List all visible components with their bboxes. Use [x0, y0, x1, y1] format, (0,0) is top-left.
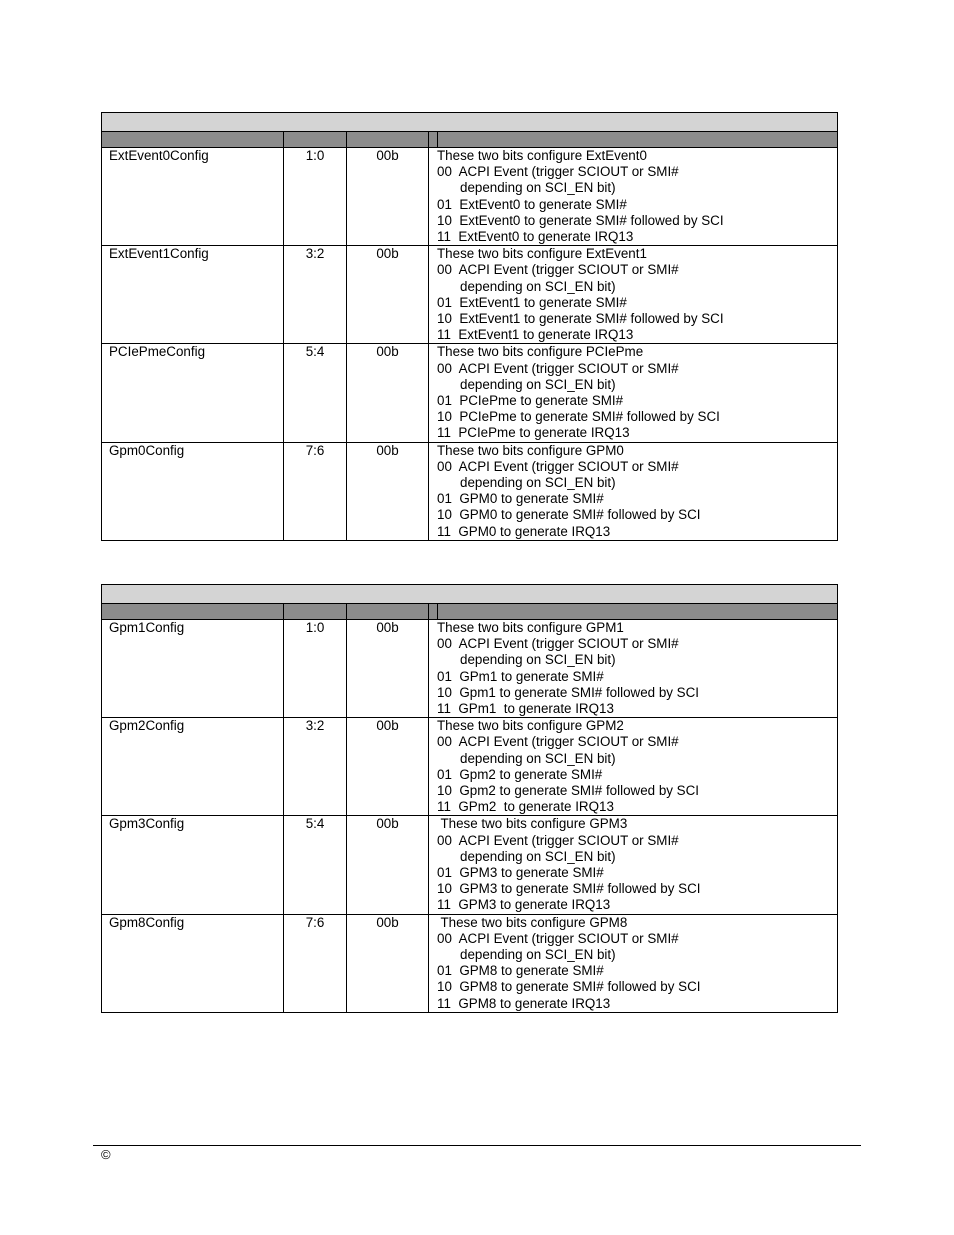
description-line: 00 ACPI Event (trigger SCIOUT or SMI# [437, 832, 679, 848]
description-line: 10 GPM8 to generate SMI# followed by SCI [437, 979, 701, 995]
default-value: 00b [347, 816, 429, 914]
register-row [102, 148, 838, 246]
description-line: 11 ExtEvent0 to generate IRQ13 [437, 229, 634, 245]
field-description [429, 442, 838, 540]
table-title-bar [102, 113, 838, 132]
register-row [102, 914, 838, 1012]
description-line: depending on SCI_EN bit) [460, 652, 616, 668]
register-table-1 [101, 112, 838, 541]
default-value: 00b [347, 620, 429, 718]
field-description [429, 914, 838, 1012]
description-line: These two bits configure ExtEvent1 [437, 246, 647, 262]
footer-divider [93, 1145, 861, 1146]
description-line: 01 ExtEvent1 to generate SMI# [437, 294, 627, 310]
description-line: These two bits configure GPM8 [437, 914, 628, 930]
table-title-bar [102, 585, 838, 604]
register-row [102, 620, 838, 718]
field-name: Gpm1Config [102, 620, 284, 718]
register-table-2 [101, 584, 838, 1013]
description-line: 01 GPM8 to generate SMI# [437, 963, 604, 979]
description-line: 11 GPm2 to generate IRQ13 [437, 799, 614, 815]
description-line: 00 ACPI Event (trigger SCIOUT or SMI# [437, 262, 679, 278]
field-description [429, 246, 838, 344]
description-line: 11 GPM8 to generate IRQ13 [437, 995, 611, 1011]
default-value: 00b [347, 914, 429, 1012]
bit-range: 3:2 [284, 246, 347, 344]
description-line: 10 Gpm1 to generate SMI# followed by SCI [437, 684, 700, 700]
description-line: 10 ExtEvent1 to generate SMI# followed by SCI [437, 311, 724, 327]
description-line: depending on SCI_EN bit) [460, 278, 616, 294]
default-value: 00b [347, 718, 429, 816]
field-description [429, 816, 838, 914]
register-row [102, 344, 838, 442]
description-line: These two bits configure PCIePme [437, 344, 644, 360]
field-name: Gpm3Config [102, 816, 284, 914]
register-row [102, 246, 838, 344]
field-description [429, 344, 838, 442]
description-line: 11 GPM0 to generate IRQ13 [437, 523, 611, 539]
bit-range: 1:0 [284, 148, 347, 246]
bit-range: 3:2 [284, 718, 347, 816]
description-line: 10 PCIePme to generate SMI# followed by SCI [437, 409, 720, 425]
bit-range: 5:4 [284, 344, 347, 442]
description-line: depending on SCI_EN bit) [460, 848, 616, 864]
description-line: 00 ACPI Event (trigger SCIOUT or SMI# [437, 930, 679, 946]
field-name: PCIePmeConfig [102, 344, 284, 442]
description-line: 01 GPM3 to generate SMI# [437, 865, 604, 881]
field-description [429, 148, 838, 246]
description-line: depending on SCI_EN bit) [460, 475, 616, 491]
register-row [102, 442, 838, 540]
default-value: 00b [347, 148, 429, 246]
bit-range: 1:0 [284, 620, 347, 718]
description-line: These two bits configure ExtEvent0 [437, 148, 647, 163]
description-line: 10 Gpm2 to generate SMI# followed by SCI [437, 783, 700, 799]
description-line: 00 ACPI Event (trigger SCIOUT or SMI# [437, 636, 679, 652]
register-row [102, 816, 838, 914]
field-description [429, 718, 838, 816]
default-value: 00b [347, 246, 429, 344]
register-row [102, 718, 838, 816]
field-name: Gpm8Config [102, 914, 284, 1012]
description-line: 11 PCIePme to generate IRQ13 [437, 425, 630, 441]
bit-range: 5:4 [284, 816, 347, 914]
description-line: These two bits configure GPM1 [437, 620, 624, 635]
description-line: These two bits configure GPM3 [437, 816, 628, 832]
description-line: 00 ACPI Event (trigger SCIOUT or SMI# [437, 734, 679, 750]
description-line: 10 GPM3 to generate SMI# followed by SCI [437, 881, 701, 897]
description-line: 11 GPM3 to generate IRQ13 [437, 897, 611, 913]
bit-range: 7:6 [284, 442, 347, 540]
description-line: 01 GPm1 to generate SMI# [437, 668, 604, 684]
table-header-row [102, 132, 838, 148]
description-line: 01 ExtEvent0 to generate SMI# [437, 196, 627, 212]
description-line: depending on SCI_EN bit) [460, 180, 616, 196]
default-value: 00b [347, 442, 429, 540]
description-line: depending on SCI_EN bit) [460, 947, 616, 963]
description-line: 01 GPM0 to generate SMI# [437, 491, 604, 507]
description-line: These two bits configure GPM0 [437, 442, 624, 458]
description-line: 00 ACPI Event (trigger SCIOUT or SMI# [437, 360, 679, 376]
description-line: These two bits configure GPM2 [437, 718, 624, 734]
description-line: depending on SCI_EN bit) [460, 750, 616, 766]
description-line: 01 Gpm2 to generate SMI# [437, 766, 603, 782]
default-value: 00b [347, 344, 429, 442]
field-name: Gpm0Config [102, 442, 284, 540]
field-name: Gpm2Config [102, 718, 284, 816]
description-line: depending on SCI_EN bit) [460, 376, 616, 392]
bit-range: 7:6 [284, 914, 347, 1012]
description-line: 11 GPm1 to generate IRQ13 [437, 701, 614, 717]
field-name: ExtEvent1Config [102, 246, 284, 344]
copyright-symbol: © [101, 1147, 111, 1162]
field-description [429, 620, 838, 718]
description-line: 01 PCIePme to generate SMI# [437, 393, 624, 409]
description-line: 11 ExtEvent1 to generate IRQ13 [437, 327, 634, 343]
description-line: 10 ExtEvent0 to generate SMI# followed by SCI [437, 212, 724, 228]
description-line: 00 ACPI Event (trigger SCIOUT or SMI# [437, 164, 679, 180]
field-name: ExtEvent0Config [102, 148, 284, 246]
description-line: 00 ACPI Event (trigger SCIOUT or SMI# [437, 458, 679, 474]
table-header-row [102, 604, 838, 620]
description-line: 10 GPM0 to generate SMI# followed by SCI [437, 507, 701, 523]
